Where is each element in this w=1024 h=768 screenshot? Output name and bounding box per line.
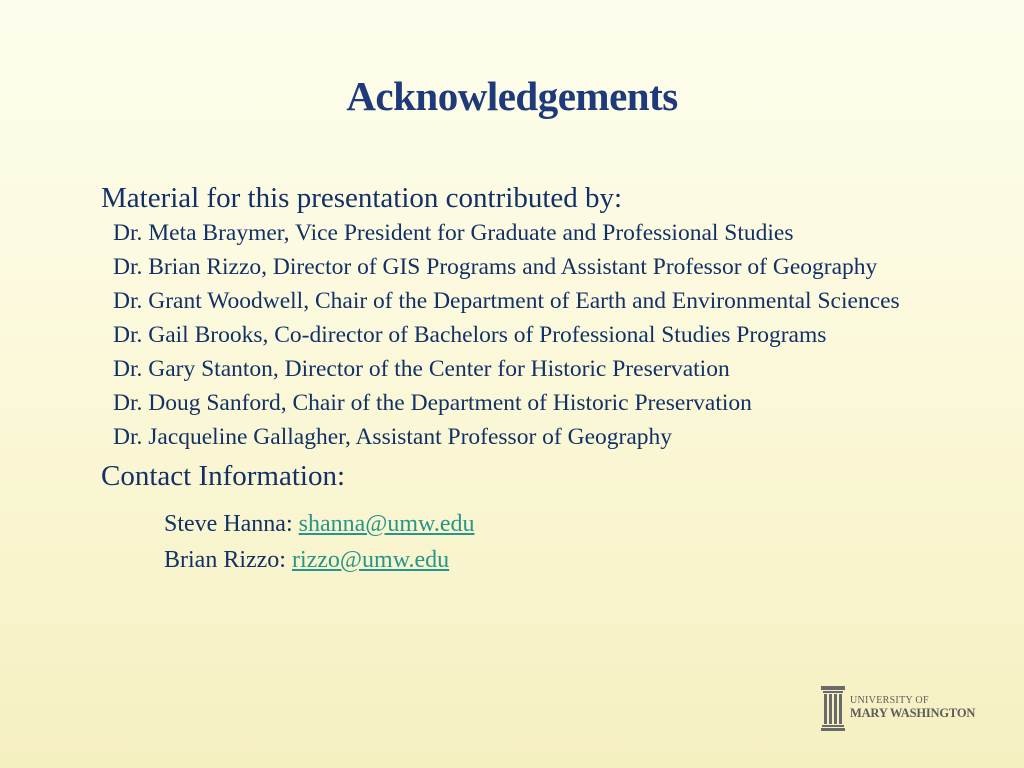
contributor-item: Dr. Doug Sanford, Chair of the Department of Historic Preservation [113,390,752,416]
university-logo [820,682,980,732]
contributors-list [101,220,981,451]
contributor-item: Dr. Meta Braymer, Vice President for Graduate and Professional Studies [113,220,794,246]
contributor-item: Dr. Gary Stanton, Director of the Center for Historic Preservation [113,356,730,382]
contact-name: Steve Hanna: [164,511,293,537]
slide-body [101,180,981,578]
logo-line-1: UNIVERSITY OF [850,695,929,706]
contact-item [164,506,981,542]
contributor-item: Dr. Gail Brooks, Co-director of Bachelors of Professional Studies Programs [113,322,827,348]
logo-line-2: MARY WASHINGTON [850,706,976,720]
contact-list [164,506,981,578]
contact-email-link[interactable]: shanna@umw.edu [298,511,475,537]
contact-email-link[interactable]: rizzo@umw.edu [291,547,450,573]
contact-heading: Contact Information: [101,460,346,492]
contributor-item: Dr. Brian Rizzo, Director of GIS Programs and Assistant Professor of Geography [113,254,878,280]
logo-wordmark [850,695,975,719]
contact-name: Brian Rizzo: [164,547,286,573]
contributor-item: Dr. Grant Woodwell, Chair of the Department of Earth and Environmental Sciences [113,288,900,314]
columns-icon [820,683,846,731]
contributors-heading: Material for this presentation contributed by: [101,182,623,214]
contributor-item: Dr. Jacqueline Gallagher, Assistant Professor of Geography [113,424,673,450]
slide-title: Acknowledgements [346,73,678,119]
contact-item [164,542,981,578]
